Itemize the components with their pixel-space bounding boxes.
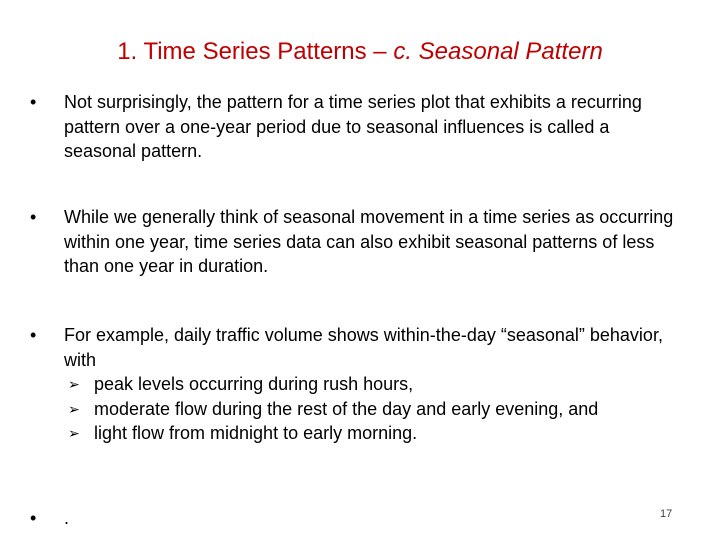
arrow-bullet-icon: ➢ xyxy=(68,425,80,441)
bullet-text: Not surprisingly, the pattern for a time series plot that exhibits a recurring pattern over a one-year period due to seasonal influences is called a seasonal pattern. xyxy=(64,92,642,161)
sub-item xyxy=(64,372,680,397)
bullet-item-4 xyxy=(30,506,680,531)
bullet-icon: • xyxy=(30,207,37,227)
bullet-item-3 xyxy=(30,323,680,446)
bullet-icon: • xyxy=(30,508,37,528)
page-number: 17 xyxy=(660,508,673,520)
sub-item xyxy=(64,421,680,446)
arrow-bullet-icon: ➢ xyxy=(68,400,80,417)
sub-item-text: moderate flow during the rest of the day and early evening, and xyxy=(94,398,599,419)
sub-item xyxy=(64,397,680,422)
arrow-bullet-icon: ➢ xyxy=(68,376,80,392)
sub-item-text: light flow from midnight to early morning. xyxy=(94,423,418,443)
bullet-icon: • xyxy=(30,325,37,345)
title-italic: c. Seasonal Pattern xyxy=(393,38,603,65)
slide-title xyxy=(0,38,720,66)
bullet-text: While we generally think of seasonal movement in a time series as occurring within one year, time series data can also exhibit seasonal patterns of less than one year in duration. xyxy=(64,207,674,276)
bullet-icon: • xyxy=(30,92,37,112)
sub-item-text: peak levels occurring during rush hours, xyxy=(94,374,414,394)
bullet-item-2 xyxy=(30,205,680,279)
bullet-text: . xyxy=(64,508,70,528)
bullet-text: For example, daily traffic volume shows within-the-day “seasonal” behavior, with xyxy=(64,325,663,370)
bullet-item-1 xyxy=(30,90,680,164)
title-plain: 1. Time Series Patterns – xyxy=(117,38,394,65)
